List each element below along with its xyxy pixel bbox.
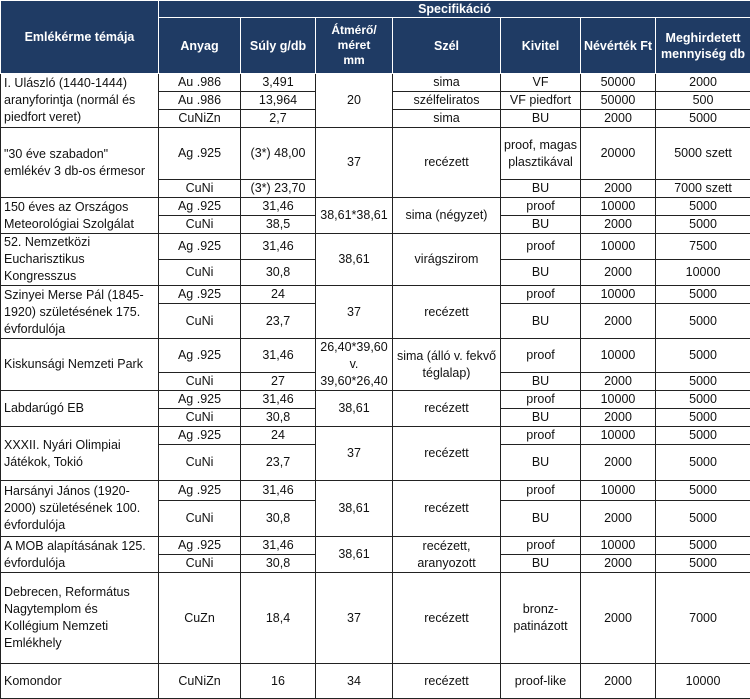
cell-kivitel: BU — [501, 409, 581, 427]
cell-anyag: Ag .925 — [159, 537, 241, 555]
cell-atmero: 37 — [316, 128, 393, 198]
cell-atmero: 34 — [316, 664, 393, 699]
cell-anyag: CuNi — [159, 216, 241, 234]
cell-nevertek: 10000 — [581, 339, 656, 373]
cell-suly: 31,46 — [241, 339, 316, 373]
cell-anyag: CuNiZn — [159, 110, 241, 128]
cell-atmero: 38,61 — [316, 391, 393, 427]
cell-mennyiseg: 5000 — [656, 555, 750, 573]
cell-kivitel: proof — [501, 481, 581, 501]
cell-nevertek: 2000 — [581, 409, 656, 427]
cell-kivitel: proof — [501, 198, 581, 216]
cell-nevertek: 2000 — [581, 573, 656, 664]
table-row — [1, 339, 750, 373]
cell-suly: 27 — [241, 373, 316, 391]
table-row — [1, 286, 750, 304]
cell-kivitel: BU — [501, 216, 581, 234]
cell-szel: sima (négyzet) — [393, 198, 501, 234]
cell-suly: 24 — [241, 286, 316, 304]
cell-nevertek: 10000 — [581, 427, 656, 445]
cell-suly: 31,46 — [241, 198, 316, 216]
cell-nevertek: 10000 — [581, 286, 656, 304]
table-row — [1, 664, 750, 699]
cell-suly: 38,5 — [241, 216, 316, 234]
cell-suly: 2,7 — [241, 110, 316, 128]
header-spec: Specifikáció — [159, 1, 750, 18]
coin-theme: Szinyei Merse Pál (1845-1920) születésének 175. évfordulója — [1, 286, 159, 339]
cell-kivitel: VF piedfort — [501, 92, 581, 110]
cell-nevertek: 2000 — [581, 180, 656, 198]
cell-nevertek: 2000 — [581, 216, 656, 234]
cell-anyag: CuNi — [159, 445, 241, 481]
coin-theme: Kiskunsági Nemzeti Park — [1, 339, 159, 391]
cell-anyag: CuNi — [159, 555, 241, 573]
cell-nevertek: 50000 — [581, 74, 656, 92]
cell-mennyiseg: 5000 — [656, 110, 750, 128]
cell-mennyiseg: 5000 — [656, 373, 750, 391]
cell-szel: recézett — [393, 664, 501, 699]
cell-suly: (3*) 23,70 — [241, 180, 316, 198]
table-header — [1, 1, 750, 74]
cell-szel: sima — [393, 74, 501, 92]
cell-suly: 18,4 — [241, 573, 316, 664]
header-theme: Emlékérme témája — [1, 1, 159, 74]
cell-suly: 31,46 — [241, 481, 316, 501]
cell-nevertek: 2000 — [581, 664, 656, 699]
cell-mennyiseg: 5000 — [656, 304, 750, 339]
cell-mennyiseg: 5000 — [656, 286, 750, 304]
table-row — [1, 391, 750, 409]
cell-kivitel: bronz-patinázott — [501, 573, 581, 664]
cell-anyag: Ag .925 — [159, 198, 241, 216]
cell-kivitel: BU — [501, 180, 581, 198]
cell-nevertek: 2000 — [581, 110, 656, 128]
cell-szel: recézett — [393, 286, 501, 339]
cell-nevertek: 2000 — [581, 260, 656, 286]
cell-kivitel: BU — [501, 110, 581, 128]
cell-nevertek: 10000 — [581, 234, 656, 260]
cell-suly: 13,964 — [241, 92, 316, 110]
cell-mennyiseg: 7000 szett — [656, 180, 750, 198]
cell-mennyiseg: 10000 — [656, 664, 750, 699]
table-row — [1, 74, 750, 92]
header-nevertek: Névérték Ft — [581, 18, 656, 74]
cell-szel: szélfeliratos — [393, 92, 501, 110]
cell-szel: virágszirom — [393, 234, 501, 286]
cell-anyag: CuNi — [159, 501, 241, 537]
cell-anyag: CuNi — [159, 260, 241, 286]
cell-kivitel: BU — [501, 304, 581, 339]
cell-mennyiseg: 5000 — [656, 198, 750, 216]
coin-theme: XXXII. Nyári Olimpiai Játékok, Tokió — [1, 427, 159, 481]
cell-nevertek: 2000 — [581, 373, 656, 391]
cell-kivitel: proof — [501, 391, 581, 409]
cell-szel: recézett — [393, 427, 501, 481]
cell-nevertek: 50000 — [581, 92, 656, 110]
cell-szel: recézett — [393, 391, 501, 427]
cell-nevertek: 2000 — [581, 501, 656, 537]
cell-suly: 3,491 — [241, 74, 316, 92]
coin-theme: Debrecen, Református Nagytemplom és Kollégium Nemzeti Emlékhely — [1, 573, 159, 664]
cell-anyag: CuNi — [159, 180, 241, 198]
coin-theme: A MOB alapításának 125. évfordulója — [1, 537, 159, 573]
cell-mennyiseg: 5000 — [656, 391, 750, 409]
cell-mennyiseg: 5000 — [656, 445, 750, 481]
cell-nevertek: 10000 — [581, 537, 656, 555]
header-anyag: Anyag — [159, 18, 241, 74]
cell-mennyiseg: 5000 — [656, 481, 750, 501]
table-row — [1, 573, 750, 664]
cell-kivitel: proof — [501, 537, 581, 555]
cell-anyag: Ag .925 — [159, 391, 241, 409]
table-row — [1, 537, 750, 555]
cell-atmero: 26,40*39,60 v. 39,60*26,40 — [316, 339, 393, 391]
cell-suly: 16 — [241, 664, 316, 699]
cell-suly: 23,7 — [241, 445, 316, 481]
cell-kivitel: proof — [501, 339, 581, 373]
cell-mennyiseg: 5000 — [656, 501, 750, 537]
coin-theme: 150 éves az Országos Meteorológiai Szolgálat — [1, 198, 159, 234]
cell-atmero: 38,61*38,61 — [316, 198, 393, 234]
table-row — [1, 198, 750, 216]
cell-mennyiseg: 5000 — [656, 409, 750, 427]
cell-anyag: Ag .925 — [159, 128, 241, 180]
cell-mennyiseg: 2000 — [656, 74, 750, 92]
cell-atmero: 38,61 — [316, 537, 393, 573]
cell-suly: 31,46 — [241, 234, 316, 260]
cell-atmero: 20 — [316, 74, 393, 128]
cell-nevertek: 2000 — [581, 445, 656, 481]
cell-mennyiseg: 10000 — [656, 260, 750, 286]
cell-szel: recézett — [393, 128, 501, 198]
cell-kivitel: BU — [501, 501, 581, 537]
cell-suly: 30,8 — [241, 501, 316, 537]
cell-kivitel: proof — [501, 286, 581, 304]
coin-theme: 52. Nemzetközi Eucharisztikus Kongresszus — [1, 234, 159, 286]
cell-mennyiseg: 5000 — [656, 216, 750, 234]
cell-atmero: 38,61 — [316, 234, 393, 286]
cell-szel: sima — [393, 110, 501, 128]
cell-anyag: CuNi — [159, 373, 241, 391]
cell-nevertek: 20000 — [581, 128, 656, 180]
cell-suly: 23,7 — [241, 304, 316, 339]
cell-anyag: Ag .925 — [159, 339, 241, 373]
cell-suly: (3*) 48,00 — [241, 128, 316, 180]
cell-anyag: Ag .925 — [159, 481, 241, 501]
table-row — [1, 128, 750, 180]
cell-mennyiseg: 5000 szett — [656, 128, 750, 180]
header-atmero: Átmérő/ méret mm — [316, 18, 393, 74]
cell-mennyiseg: 7000 — [656, 573, 750, 664]
cell-suly: 31,46 — [241, 391, 316, 409]
cell-mennyiseg: 5000 — [656, 427, 750, 445]
cell-anyag: Ag .925 — [159, 427, 241, 445]
cell-anyag: Ag .925 — [159, 234, 241, 260]
coin-theme: Komondor — [1, 664, 159, 699]
cell-nevertek: 10000 — [581, 481, 656, 501]
cell-anyag: CuNi — [159, 304, 241, 339]
cell-szel: recézett, aranyozott — [393, 537, 501, 573]
cell-atmero: 37 — [316, 286, 393, 339]
cell-suly: 31,46 — [241, 537, 316, 555]
coin-theme: I. Ulászló (1440-1444) aranyforintja (normál és piedfort veret) — [1, 74, 159, 128]
cell-kivitel: proof-like — [501, 664, 581, 699]
cell-kivitel: BU — [501, 445, 581, 481]
cell-anyag: Au .986 — [159, 92, 241, 110]
cell-kivitel: proof — [501, 234, 581, 260]
cell-atmero: 37 — [316, 573, 393, 664]
table-body — [1, 74, 750, 699]
cell-atmero: 38,61 — [316, 481, 393, 537]
cell-suly: 30,8 — [241, 409, 316, 427]
cell-mennyiseg: 500 — [656, 92, 750, 110]
cell-kivitel: VF — [501, 74, 581, 92]
cell-nevertek: 10000 — [581, 198, 656, 216]
header-suly: Súly g/db — [241, 18, 316, 74]
cell-szel: sima (álló v. fekvő téglalap) — [393, 339, 501, 391]
cell-suly: 30,8 — [241, 260, 316, 286]
cell-anyag: Au .986 — [159, 74, 241, 92]
cell-atmero: 37 — [316, 427, 393, 481]
coin-theme: Labdarúgó EB — [1, 391, 159, 427]
cell-kivitel: proof, magas plasztikával — [501, 128, 581, 180]
table-row — [1, 427, 750, 445]
cell-kivitel: BU — [501, 373, 581, 391]
cell-mennyiseg: 5000 — [656, 537, 750, 555]
cell-anyag: CuZn — [159, 573, 241, 664]
cell-szel: recézett — [393, 481, 501, 537]
cell-anyag: CuNi — [159, 409, 241, 427]
cell-szel: recézett — [393, 573, 501, 664]
cell-kivitel: BU — [501, 260, 581, 286]
cell-nevertek: 10000 — [581, 391, 656, 409]
cell-mennyiseg: 5000 — [656, 339, 750, 373]
header-kivitel: Kivitel — [501, 18, 581, 74]
coin-theme: Harsányi János (1920-2000) születésének 100. évfordulója — [1, 481, 159, 537]
cell-suly: 30,8 — [241, 555, 316, 573]
cell-kivitel: BU — [501, 555, 581, 573]
cell-nevertek: 2000 — [581, 304, 656, 339]
table-row — [1, 234, 750, 260]
cell-suly: 24 — [241, 427, 316, 445]
cell-kivitel: proof — [501, 427, 581, 445]
cell-nevertek: 2000 — [581, 555, 656, 573]
coin-theme: "30 éve szabadon" emlékév 3 db-os érmesor — [1, 128, 159, 198]
header-mennyiseg: Meghirdetett mennyiség db — [656, 18, 750, 74]
header-szel: Szél — [393, 18, 501, 74]
cell-anyag: Ag .925 — [159, 286, 241, 304]
table-row — [1, 481, 750, 501]
cell-mennyiseg: 7500 — [656, 234, 750, 260]
cell-anyag: CuNiZn — [159, 664, 241, 699]
